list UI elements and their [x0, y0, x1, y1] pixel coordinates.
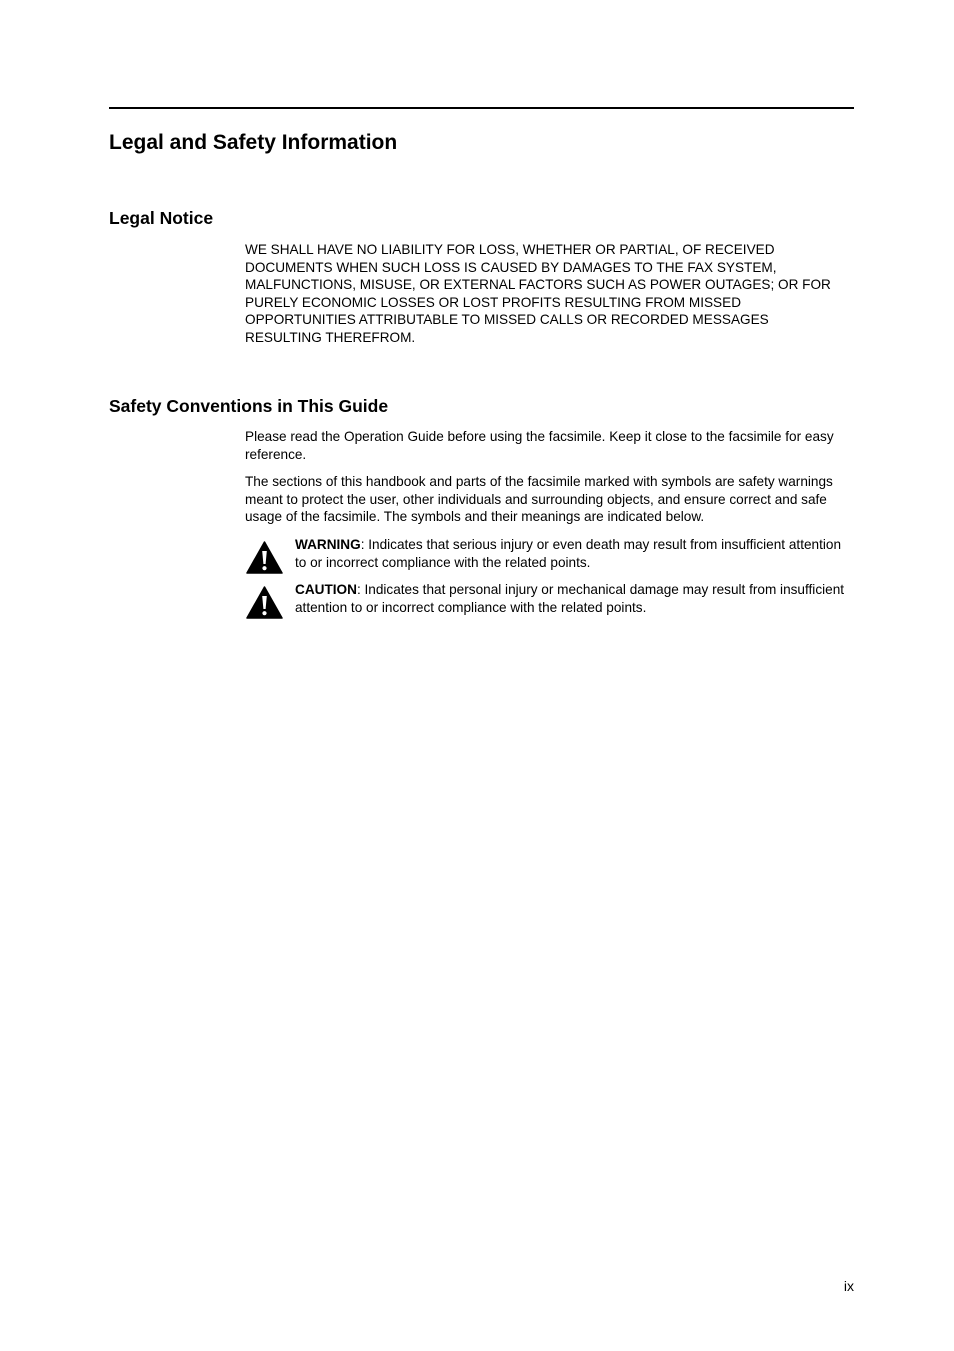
warning-notice-text [295, 536, 845, 571]
page-title: Legal and Safety Information [109, 131, 398, 154]
warning-description: : Indicates that serious injury or even death may result from insufficient attention to or incorrect compliance with the related points. [295, 537, 842, 570]
legal-notice-heading: Legal Notice [109, 208, 214, 228]
warning-term: WARNING [295, 537, 361, 552]
caution-description: : Indicates that personal injury or mechanical damage may result from insufficient attention to or incorrect compliance with the related points. [295, 582, 845, 615]
safety-symbols-paragraph: The sections of this handbook and parts of the facsimile marked with symbols are safety warnings meant to protect the user, other individuals and surrounding objects, and ensure correct and safe usage of the facsimile. The symbols and their meanings are indicated below. [245, 474, 833, 525]
warning-triangle-icon [246, 541, 283, 574]
caution-notice-text [295, 581, 845, 616]
caution-term: CAUTION [295, 582, 357, 597]
safety-conventions-heading: Safety Conventions in This Guide [109, 396, 389, 416]
page-number: ix [843, 1278, 854, 1294]
safety-intro-paragraph: Please read the Operation Guide before using the facsimile. Keep it close to the facsimile for easy reference. [245, 429, 834, 462]
legal-notice-text: WE SHALL HAVE NO LIABILITY FOR LOSS, WHETHER OR PARTIAL, OF RECEIVED DOCUMENTS WHEN SUCH LOSS IS CAUSED BY DAMAGES TO THE FAX SYSTEM, MALFUNCTIONS, MISUSE, OR EXTERNAL FACTORS SUCH AS POWER OUTAGES; OR FOR PURELY ECONOMIC LOSSES OR LOST PROFITS RESULTING FROM MISSED OPPORTUNITIES ATTRIBUTABLE TO MISSED CALLS OR RECORDED MESSAGES RESULTING THEREFROM. [245, 242, 831, 345]
header-rule [109, 107, 854, 109]
caution-triangle-icon [246, 586, 283, 619]
